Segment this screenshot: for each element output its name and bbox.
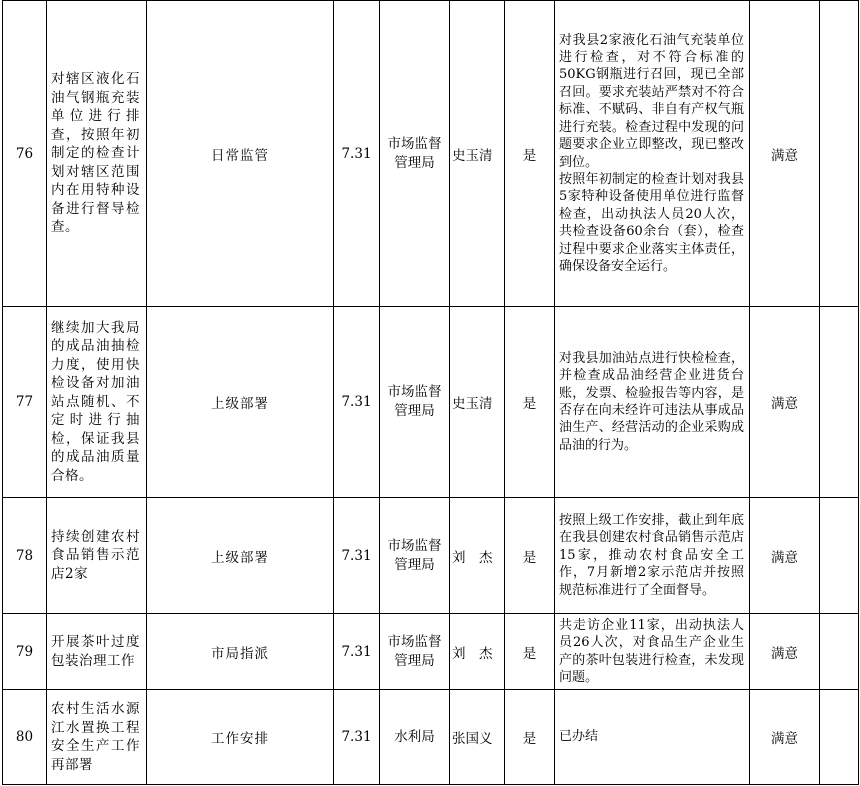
responsible-department: [380, 690, 450, 785]
deadline: 7.31: [334, 498, 380, 614]
completed-flag: 是: [505, 307, 555, 498]
task-content: 开展茶叶过度包装治理工作: [47, 614, 147, 690]
table-row: [3, 498, 859, 614]
responsible-department: [380, 498, 450, 614]
row-number: 78: [3, 498, 47, 614]
task-content: 继续加大我局的成品油抽检力度，使用快检设备对加油站点随机、不定时进行抽检，保证我县的成品油质量合格。: [47, 307, 147, 498]
detail-paragraph-1: 对我县2家液化石油气充装单位进行检查，对不符合标准的50KG钢瓶进行召回，现已全部召回。要求充装站严禁对不符合标准、不赋码、非自有产权气瓶进行充装。检查过程中发现的问题要求企业立即整改，现已整改到位。: [559, 32, 744, 170]
deadline: 7.31: [334, 690, 380, 785]
blank-cell: [820, 690, 859, 785]
task-content: 持续创建农村食品销售示范店2家: [47, 498, 147, 614]
detail-paragraph-2: 按照年初制定的检查计划对我县5家特种设备使用单位进行监督检查，出动执法人员20人次，共检查设备60余台（套），检查过程中要求企业落实主体责任，确保设备安全运行。: [559, 171, 744, 274]
task-content: 对辖区液化石油气钢瓶充装单位进行排查，按照年初制定的检查计划对辖区范围内在用特种设备进行督导检查。: [47, 1, 147, 307]
detail-paragraph-1: 已办结: [559, 729, 599, 745]
responsible-person: 刘 杰: [450, 614, 505, 690]
blank-cell: [820, 1, 859, 307]
completion-detail: [555, 498, 750, 614]
completed-flag: 是: [505, 498, 555, 614]
detail-paragraph-1: 共走访企业11家，出动执法人员26人次，对食品生产企业生产的茶叶包装进行检查，未发现问题。: [559, 617, 744, 685]
responsible-department: [380, 1, 450, 307]
blank-cell: [820, 498, 859, 614]
responsible-person: 张国义: [450, 690, 505, 785]
task-source: 日常监管: [147, 1, 334, 307]
row-number: 79: [3, 614, 47, 690]
responsible-department: [380, 307, 450, 498]
completed-flag: 是: [505, 614, 555, 690]
completion-detail: [555, 614, 750, 690]
department-line-2: 管理局: [394, 403, 435, 419]
completed-flag: 是: [505, 1, 555, 307]
department-line-1: 市场监督: [387, 384, 442, 400]
blank-cell: [820, 307, 859, 498]
blank-cell: [820, 614, 859, 690]
department-line-2: 管理局: [394, 556, 435, 573]
work-progress-table: [2, 0, 859, 785]
completed-flag: 是: [505, 690, 555, 785]
task-source: 上级部署: [147, 498, 334, 614]
department-line-2: 管理局: [394, 652, 435, 669]
completion-detail: [555, 1, 750, 307]
detail-paragraph-1: 按照上级工作安排，截止到年底在我县创建农村食品销售示范店15家，推动农村食品安全工作，7月新增2家示范店并按照规范标准进行了全面督导。: [559, 512, 744, 598]
task-source: 上级部署: [147, 307, 334, 498]
department-line-2: 管理局: [394, 154, 435, 171]
department-line-1: 市场监督: [387, 633, 442, 650]
detail-paragraph-1: 对我县加油站点进行快检检查，并检查成品油经营企业进货台账，发票、检验报告等内容，是否存在向未经许可违法从事成品油生产、经营活动的企业采购成品油的行为。: [559, 350, 744, 453]
responsible-person: 史玉清: [450, 307, 505, 498]
responsible-person: 史玉清: [450, 1, 505, 307]
satisfaction: 满意: [750, 614, 820, 690]
table-row: [3, 614, 859, 690]
task-source: 工作安排: [147, 690, 334, 785]
row-number: 80: [3, 690, 47, 785]
responsible-person: 刘 杰: [450, 498, 505, 614]
department-line-1: 市场监督: [387, 537, 442, 554]
table-row: [3, 690, 859, 785]
satisfaction: 满意: [750, 1, 820, 307]
table-row: [3, 1, 859, 307]
task-content: 农村生活水源江水置换工程安全生产工作再部署: [47, 690, 147, 785]
deadline: 7.31: [334, 1, 380, 307]
responsible-department: [380, 614, 450, 690]
task-source: 市局指派: [147, 614, 334, 690]
deadline: 7.31: [334, 307, 380, 498]
satisfaction: 满意: [750, 690, 820, 785]
completion-detail: [555, 690, 750, 785]
row-number: 77: [3, 307, 47, 498]
row-number: 76: [3, 1, 47, 307]
satisfaction: 满意: [750, 498, 820, 614]
satisfaction: 满意: [750, 307, 820, 498]
table-row: [3, 307, 859, 498]
completion-detail: [555, 307, 750, 498]
department-line-1: 水利局: [394, 728, 435, 745]
department-line-1: 市场监督: [387, 135, 442, 152]
deadline: 7.31: [334, 614, 380, 690]
